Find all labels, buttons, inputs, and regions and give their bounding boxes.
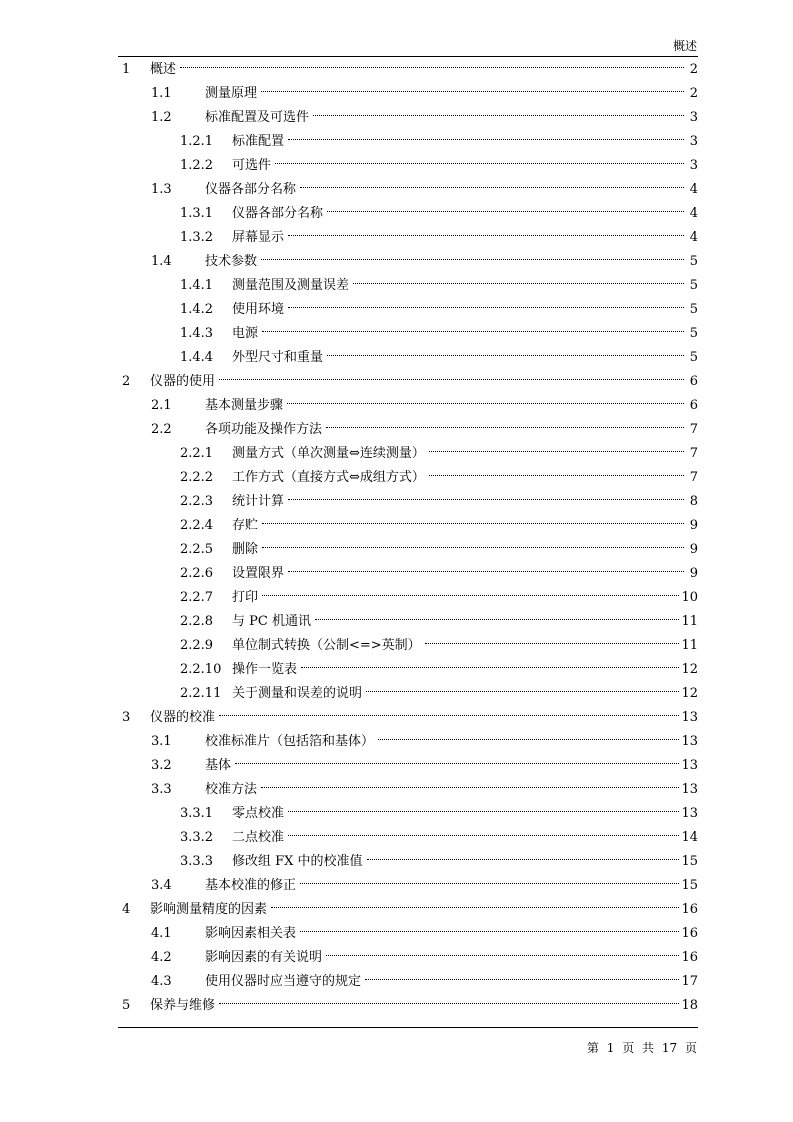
toc-entry[interactable] — [118, 250, 698, 274]
toc-entry-title: 工作方式（直接方式⇔成组方式） — [232, 470, 425, 485]
toc-entry-title: 测量原理 — [205, 86, 258, 101]
toc-entry[interactable] — [118, 898, 698, 922]
toc-entry[interactable] — [118, 58, 698, 82]
toc-entry-body — [232, 154, 698, 178]
header-rule — [118, 56, 698, 57]
toc-dot-leader — [366, 690, 679, 692]
toc-entry-title: 仪器的使用 — [150, 374, 216, 389]
toc-entry-page: 13 — [681, 782, 698, 797]
toc-entry-number: 4 — [122, 902, 131, 917]
toc-dot-leader — [365, 978, 679, 980]
toc-entry-title: 存贮 — [232, 518, 259, 533]
toc-entry-title: 零点校准 — [232, 806, 285, 821]
toc-entry-title: 技术参数 — [205, 254, 258, 269]
toc-entry-title: 仪器各部分名称 — [205, 182, 297, 197]
toc-dot-leader — [288, 138, 684, 140]
toc-entry-body — [205, 418, 698, 442]
toc-dot-leader — [300, 930, 679, 932]
toc-entry-number: 2.2.3 — [180, 494, 214, 509]
toc-entry-page: 5 — [689, 326, 698, 341]
toc-entry[interactable] — [118, 946, 698, 970]
toc-entry-number: 3.3.1 — [180, 806, 214, 821]
toc-entry[interactable] — [118, 730, 698, 754]
toc-entry[interactable] — [118, 586, 698, 610]
toc-entry-number: 1.1 — [151, 86, 172, 101]
toc-entry-page: 17 — [681, 974, 698, 989]
toc-entry-page: 11 — [681, 614, 698, 629]
toc-entry-body — [232, 226, 698, 250]
toc-entry-title: 测量范围及测量误差 — [232, 278, 350, 293]
toc-entry-number: 1.2 — [151, 110, 172, 125]
toc-entry-page: 2 — [689, 86, 698, 101]
toc-entry[interactable] — [118, 658, 698, 682]
toc-entry[interactable] — [118, 130, 698, 154]
toc-entry-title: 操作一览表 — [232, 662, 298, 677]
toc-dot-leader — [353, 282, 684, 284]
toc-entry-number: 2.2.4 — [180, 518, 214, 533]
toc-entry-number: 2.2.6 — [180, 566, 214, 581]
toc-entry[interactable] — [118, 778, 698, 802]
toc-entry-number: 5 — [122, 998, 131, 1013]
toc-entry-body — [205, 250, 698, 274]
toc-entry-title: 可选件 — [232, 158, 272, 173]
toc-entry-number: 1.4.3 — [180, 326, 214, 341]
toc-entry-body — [205, 754, 698, 778]
toc-entry[interactable] — [118, 394, 698, 418]
toc-dot-leader — [262, 546, 684, 548]
toc-entry-title: 基体 — [205, 758, 232, 773]
toc-entry-page: 2 — [689, 62, 698, 77]
toc-dot-leader — [275, 162, 684, 164]
toc-entry-number: 1.2.2 — [180, 158, 214, 173]
toc-entry-title: 屏幕显示 — [232, 230, 285, 245]
toc-entry-page: 3 — [689, 158, 698, 173]
toc-entry-page: 3 — [689, 134, 698, 149]
toc-entry[interactable] — [118, 802, 698, 826]
toc-entry-number: 2.2.1 — [180, 446, 214, 461]
toc-entry-number: 3.3.3 — [180, 854, 214, 869]
toc-dot-leader — [301, 666, 679, 668]
toc-entry-body — [232, 490, 698, 514]
toc-entry-title: 删除 — [232, 542, 259, 557]
toc-entry-number: 2.2.5 — [180, 542, 214, 557]
toc-entry-number: 2.2.9 — [180, 638, 214, 653]
toc-dot-leader — [327, 210, 684, 212]
toc-entry-page: 14 — [681, 830, 698, 845]
toc-dot-leader — [235, 762, 679, 764]
toc-entry-number: 3 — [122, 710, 131, 725]
toc-entry-body — [232, 466, 698, 490]
toc-dot-leader — [261, 90, 684, 92]
toc-entry-body — [150, 370, 698, 394]
toc-entry[interactable] — [118, 106, 698, 130]
toc-entry-page: 13 — [681, 710, 698, 725]
toc-dot-leader — [326, 426, 684, 428]
toc-entry-page: 4 — [689, 230, 698, 245]
toc-entry-body — [205, 874, 698, 898]
toc-entry-page: 5 — [689, 302, 698, 317]
toc-entry-page: 4 — [689, 206, 698, 221]
toc-entry-body — [150, 898, 698, 922]
toc-dot-leader — [262, 522, 684, 524]
toc-entry-page: 16 — [681, 926, 698, 941]
toc-entry-number: 3.1 — [151, 734, 172, 749]
toc-entry-title: 影响测量精度的因素 — [150, 902, 268, 917]
toc-entry-page: 5 — [689, 350, 698, 365]
toc-entry-body — [232, 850, 698, 874]
toc-entry-body — [232, 202, 698, 226]
toc-entry-number: 2.2.8 — [180, 614, 214, 629]
toc-entry-body — [232, 514, 698, 538]
toc-entry-title: 使用仪器时应当遵守的规定 — [205, 974, 362, 989]
toc-entry-page: 12 — [681, 686, 698, 701]
toc-entry[interactable] — [118, 634, 698, 658]
toc-entry-page: 5 — [689, 254, 698, 269]
toc-entry[interactable] — [118, 202, 698, 226]
toc-dot-leader — [261, 258, 684, 260]
toc-entry[interactable] — [118, 682, 698, 706]
toc-dot-leader — [219, 378, 684, 380]
toc-entry-number: 2.2.7 — [180, 590, 214, 605]
toc-entry-number: 4.2 — [151, 950, 172, 965]
toc-entry-body — [205, 394, 698, 418]
toc-entry-number: 1.3.1 — [180, 206, 214, 221]
toc-entry[interactable] — [118, 418, 698, 442]
toc-entry-title: 标准配置及可选件 — [205, 110, 310, 125]
toc-dot-leader — [425, 642, 680, 644]
toc-entry-body — [205, 778, 698, 802]
toc-entry-number: 2.1 — [151, 398, 172, 413]
toc-entry-page: 18 — [681, 998, 698, 1013]
toc-entry[interactable] — [118, 538, 698, 562]
running-header-title: 概述 — [672, 39, 697, 53]
toc-entry[interactable] — [118, 922, 698, 946]
toc-entry-page: 9 — [689, 542, 698, 557]
footer-total-pages: 17 — [661, 1041, 678, 1055]
toc-entry[interactable] — [118, 82, 698, 106]
toc-entry-page: 5 — [689, 278, 698, 293]
toc-dot-leader — [262, 594, 679, 596]
toc-entry-title: 概述 — [150, 62, 177, 77]
toc-entry-body — [205, 106, 698, 130]
footer-page-prefix: 第 — [586, 1041, 599, 1055]
footer-total-word: 页 — [684, 1041, 697, 1055]
footer-page-word: 页 — [622, 1041, 635, 1055]
toc-entry-number: 1.4.4 — [180, 350, 214, 365]
toc-entry-number: 1.3.2 — [180, 230, 214, 245]
toc-entry-title: 修改组 FX 中的校准值 — [232, 854, 363, 869]
toc-dot-leader — [180, 66, 684, 68]
toc-dot-leader — [219, 714, 679, 716]
toc-dot-leader — [288, 810, 679, 812]
toc-entry-body — [150, 706, 698, 730]
toc-entry-number: 2.2.11 — [180, 686, 222, 701]
toc-entry-page: 3 — [689, 110, 698, 125]
toc-entry-title: 影响因素的有关说明 — [205, 950, 323, 965]
toc-entry-body — [205, 82, 698, 106]
toc-entry[interactable] — [118, 490, 698, 514]
toc-entry[interactable] — [118, 466, 698, 490]
toc-dot-leader — [429, 450, 684, 452]
toc-dot-leader — [261, 786, 679, 788]
toc-entry[interactable] — [118, 754, 698, 778]
toc-entry-body — [205, 922, 698, 946]
toc-entry[interactable] — [118, 442, 698, 466]
toc-entry-page: 6 — [689, 374, 698, 389]
toc-entry-body — [150, 994, 698, 1018]
toc-entry-page: 9 — [689, 518, 698, 533]
toc-entry[interactable] — [118, 610, 698, 634]
toc-entry-number: 1 — [122, 62, 131, 77]
toc-entry-body — [205, 970, 698, 994]
toc-entry[interactable] — [118, 226, 698, 250]
toc-entry-title: 基本校准的修正 — [205, 878, 297, 893]
toc-entry-page: 13 — [681, 734, 698, 749]
toc-entry-title: 使用环境 — [232, 302, 285, 317]
toc-entry-title: 基本测量步骤 — [205, 398, 284, 413]
toc-entry-page: 16 — [681, 902, 698, 917]
toc-entry-title: 单位制式转换（公制<=>英制） — [232, 638, 421, 653]
toc-entry-title: 关于测量和误差的说明 — [232, 686, 363, 701]
toc-entry-number: 1.4.1 — [180, 278, 214, 293]
toc-entry-body — [232, 682, 698, 706]
toc-entry-title: 校准方法 — [205, 782, 258, 797]
toc-entry-page: 7 — [689, 470, 698, 485]
toc-dot-leader — [300, 882, 679, 884]
toc-dot-leader — [288, 834, 679, 836]
toc-entry-body — [232, 130, 698, 154]
toc-entry-title: 各项功能及操作方法 — [205, 422, 323, 437]
toc-entry[interactable] — [118, 970, 698, 994]
toc-entry[interactable] — [118, 274, 698, 298]
toc-entry-body — [232, 322, 698, 346]
toc-entry-title: 标准配置 — [232, 134, 285, 149]
toc-entry-page: 15 — [681, 878, 698, 893]
toc-entry-title: 二点校准 — [232, 830, 285, 845]
footer-rule — [118, 1027, 698, 1028]
toc-dot-leader — [287, 402, 684, 404]
toc-entry-title: 仪器各部分名称 — [232, 206, 324, 221]
toc-entry-page: 16 — [681, 950, 698, 965]
toc-entry-body — [232, 346, 698, 370]
toc-dot-leader — [219, 1002, 679, 1004]
toc-entry-body — [232, 586, 698, 610]
toc-entry-body — [205, 946, 698, 970]
toc-entry[interactable] — [118, 826, 698, 850]
toc-entry-body — [232, 274, 698, 298]
toc-entry-title: 与 PC 机通讯 — [232, 614, 311, 629]
toc-dot-leader — [367, 858, 680, 860]
toc-dot-leader — [288, 570, 684, 572]
toc-entry-body — [232, 634, 698, 658]
page-footer — [587, 1040, 697, 1056]
toc-entry-page: 15 — [681, 854, 698, 869]
toc-entry-page: 4 — [689, 182, 698, 197]
toc-entry-title: 设置限界 — [232, 566, 285, 581]
toc-entry-body — [150, 58, 698, 82]
toc-entry[interactable] — [118, 178, 698, 202]
toc-entry-body — [232, 442, 698, 466]
toc-dot-leader — [313, 114, 684, 116]
toc-entry-body — [232, 562, 698, 586]
toc-entry-number: 4.3 — [151, 974, 172, 989]
toc-entry-body — [232, 802, 698, 826]
toc-entry-number: 2 — [122, 374, 131, 389]
toc-entry-number: 3.2 — [151, 758, 172, 773]
footer-page-number: 1 — [606, 1041, 615, 1055]
toc-entry-page: 7 — [689, 422, 698, 437]
toc-entry-body — [232, 658, 698, 682]
toc-entry-title: 仪器的校准 — [150, 710, 216, 725]
toc-dot-leader — [326, 954, 679, 956]
toc-entry-number: 1.4 — [151, 254, 172, 269]
toc-entry-page: 11 — [681, 638, 698, 653]
toc-entry-body — [232, 298, 698, 322]
toc-entry-number: 1.3 — [151, 182, 172, 197]
toc-entry-title: 测量方式（单次测量⇔连续测量） — [232, 446, 425, 461]
toc-entry-number: 3.4 — [151, 878, 172, 893]
toc-entry-page: 6 — [689, 398, 698, 413]
toc-entry-body — [232, 610, 698, 634]
toc-entry-number: 1.4.2 — [180, 302, 214, 317]
toc-entry-number: 2.2 — [151, 422, 172, 437]
toc-dot-leader — [300, 186, 684, 188]
toc-entry[interactable] — [118, 514, 698, 538]
toc-entry[interactable] — [118, 154, 698, 178]
toc-dot-leader — [327, 354, 684, 356]
toc-entry-page: 12 — [681, 662, 698, 677]
toc-entry[interactable] — [118, 322, 698, 346]
toc-entry-number: 3.3.2 — [180, 830, 214, 845]
toc-entry[interactable] — [118, 994, 698, 1018]
toc-entry-number: 2.2.2 — [180, 470, 214, 485]
toc-entry-number: 3.3 — [151, 782, 172, 797]
toc-entry-title: 校准标准片（包括箔和基体） — [205, 734, 375, 749]
toc-entry-page: 10 — [681, 590, 698, 605]
toc-entry[interactable] — [118, 298, 698, 322]
toc-entry-title: 统计计算 — [232, 494, 285, 509]
toc-dot-leader — [288, 498, 684, 500]
toc-entry-body — [205, 178, 698, 202]
toc-entry-title: 保养与维修 — [150, 998, 216, 1013]
toc-entry-title: 外型尺寸和重量 — [232, 350, 324, 365]
toc-dot-leader — [378, 738, 679, 740]
toc-entry[interactable] — [118, 850, 698, 874]
toc-entry[interactable] — [118, 562, 698, 586]
toc-dot-leader — [262, 330, 684, 332]
toc-dot-leader — [429, 474, 684, 476]
toc-entry[interactable] — [118, 874, 698, 898]
toc-entry-number: 2.2.10 — [180, 662, 222, 677]
toc-entry-page: 13 — [681, 758, 698, 773]
toc-dot-leader — [271, 906, 679, 908]
toc-entry-title: 打印 — [232, 590, 259, 605]
table-of-contents — [118, 58, 698, 1018]
toc-entry[interactable] — [118, 346, 698, 370]
toc-entry-number: 1.2.1 — [180, 134, 214, 149]
toc-entry[interactable] — [118, 370, 698, 394]
toc-dot-leader — [315, 618, 679, 620]
toc-entry-title: 电源 — [232, 326, 259, 341]
toc-dot-leader — [288, 306, 684, 308]
toc-entry-body — [205, 730, 698, 754]
toc-entry-page: 9 — [689, 566, 698, 581]
toc-entry-body — [232, 538, 698, 562]
toc-dot-leader — [288, 234, 684, 236]
toc-entry[interactable] — [118, 706, 698, 730]
toc-entry-page: 8 — [689, 494, 698, 509]
toc-entry-body — [232, 826, 698, 850]
toc-entry-title: 影响因素相关表 — [205, 926, 297, 941]
toc-entry-number: 4.1 — [151, 926, 172, 941]
toc-entry-page: 13 — [681, 806, 698, 821]
toc-entry-page: 7 — [689, 446, 698, 461]
footer-total-prefix: 共 — [642, 1041, 655, 1055]
